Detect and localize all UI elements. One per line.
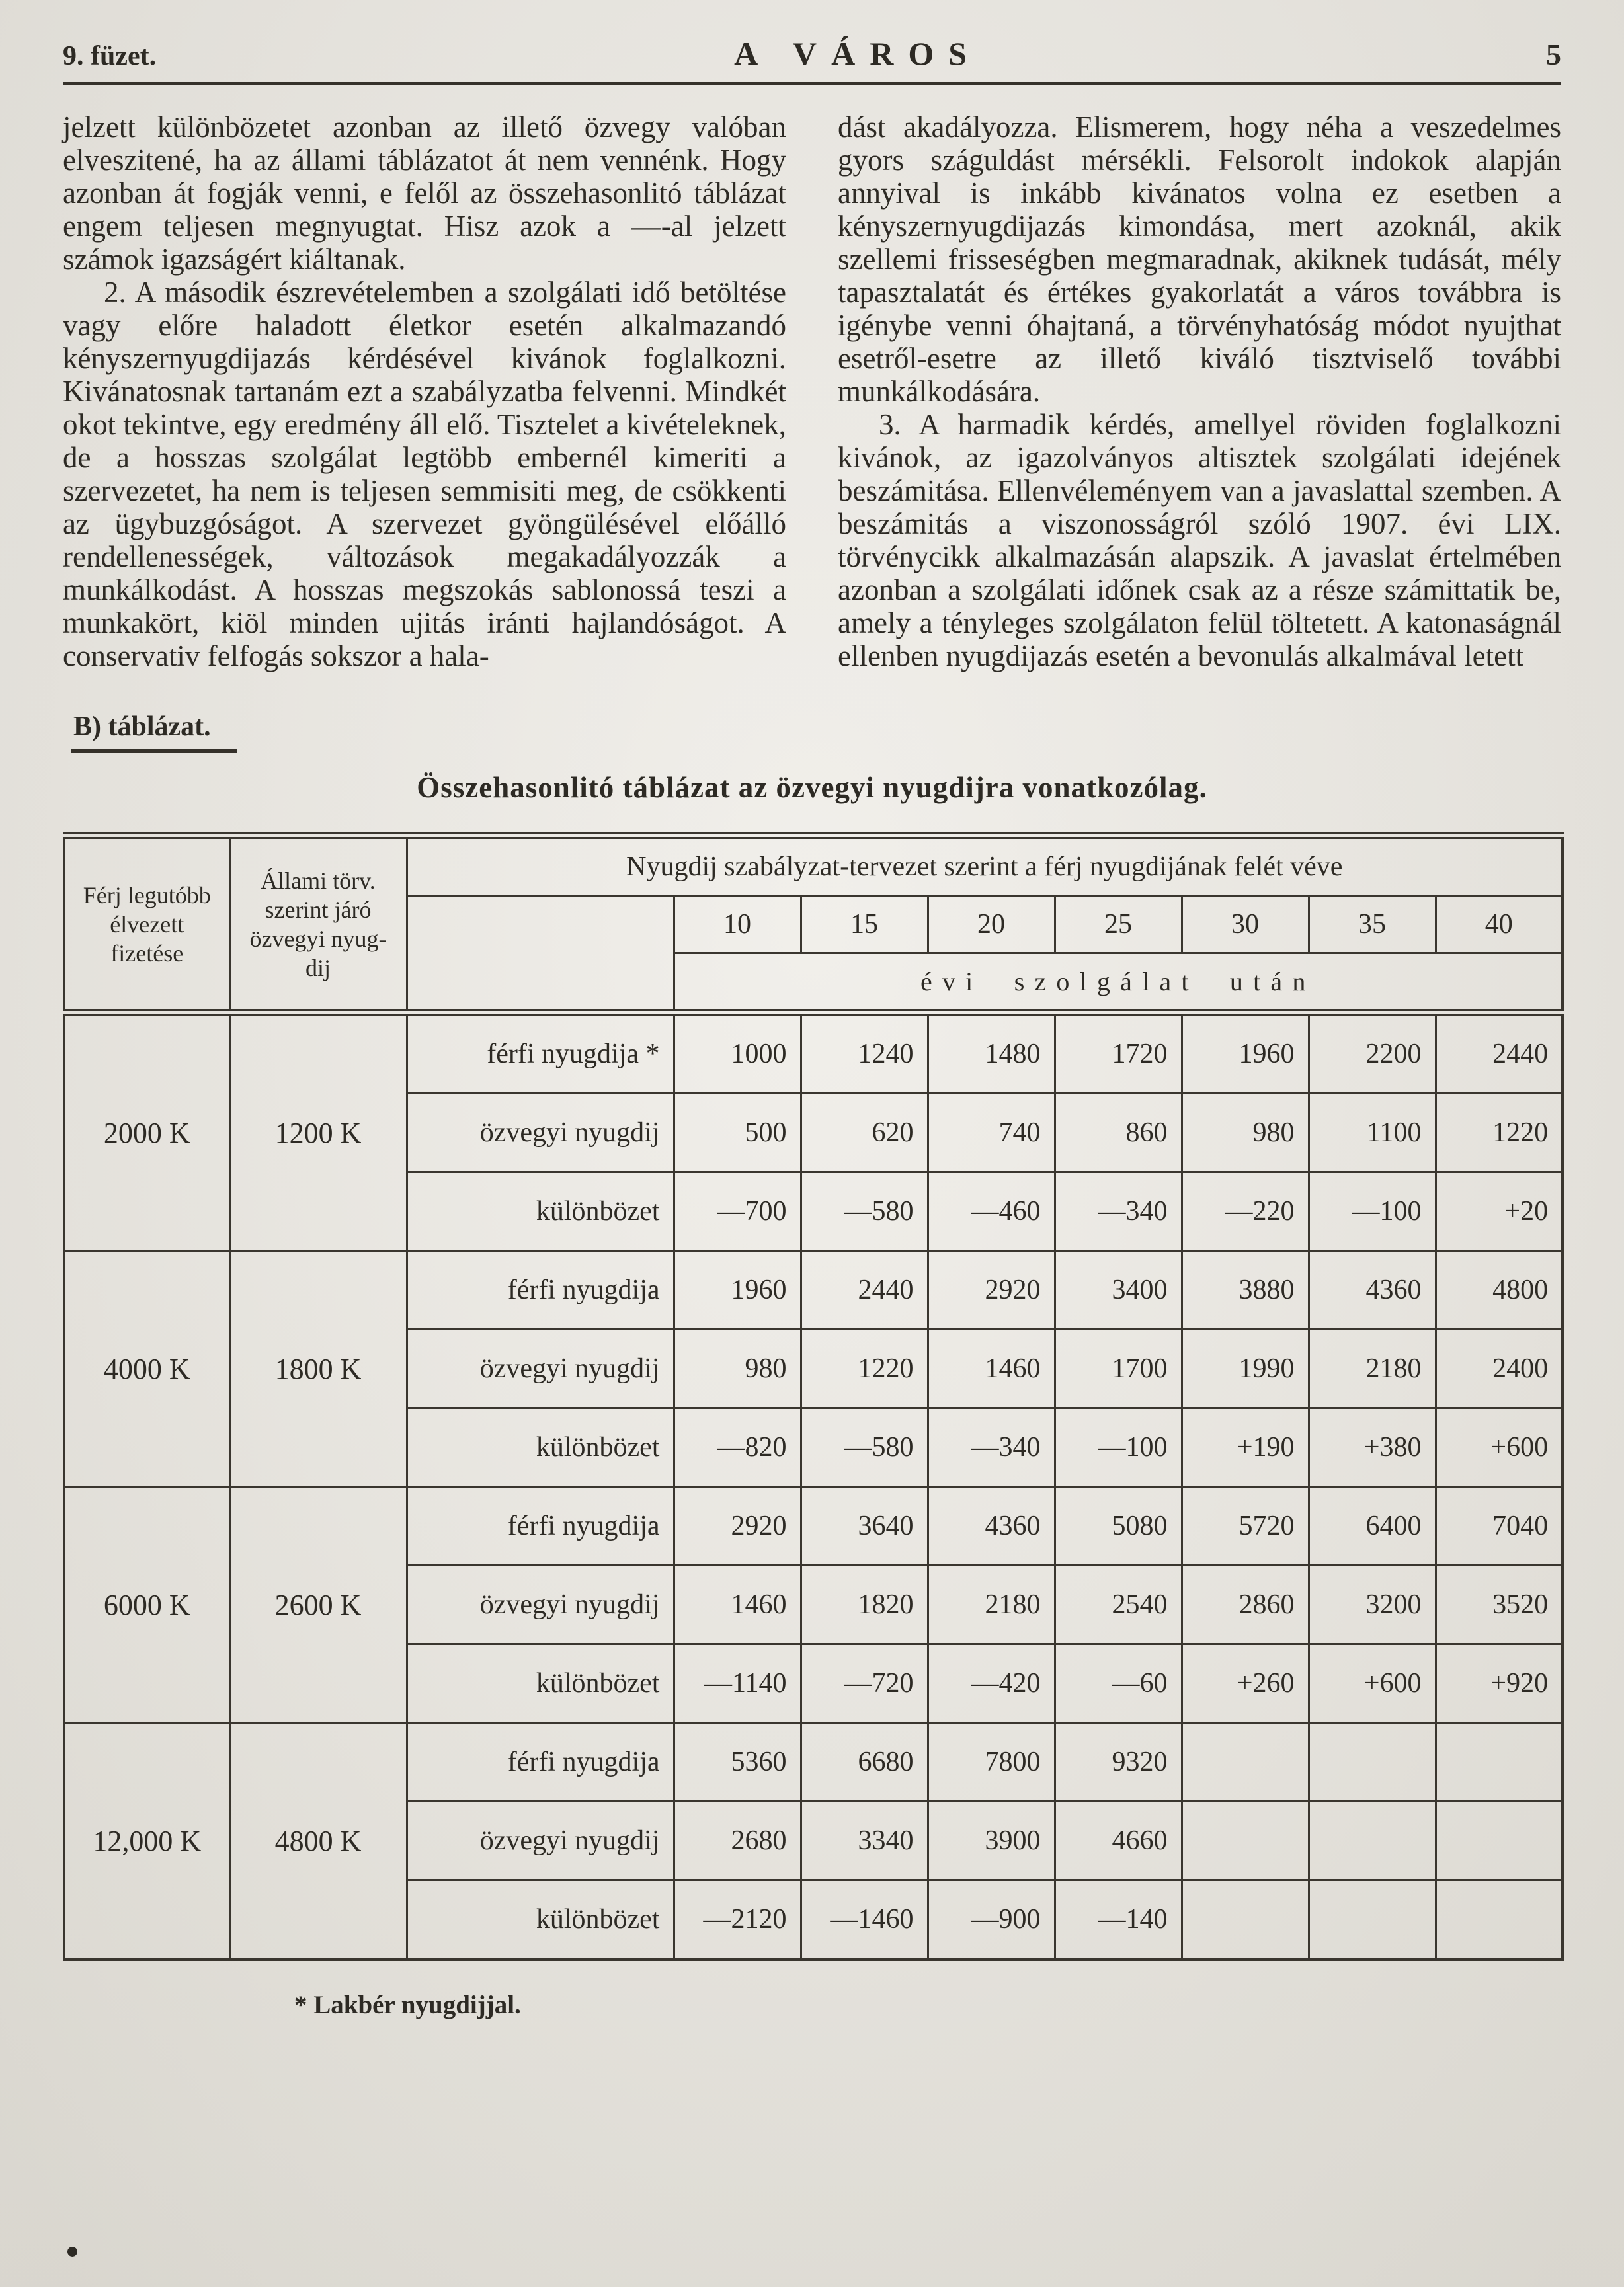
value-cell: 5080 (1055, 1487, 1182, 1566)
value-cell: 1220 (1436, 1094, 1563, 1172)
empty-cell (1436, 1880, 1563, 1960)
row-label-cell: özvegyi nyugdij (407, 1566, 674, 1644)
salary-cell: 4000 K (64, 1251, 229, 1487)
row-label-cell: különbözet (407, 1408, 674, 1487)
value-cell: 4800 (1436, 1251, 1563, 1330)
value-cell: 860 (1055, 1094, 1182, 1172)
value-cell: —820 (674, 1408, 801, 1487)
value-cell: —2120 (674, 1880, 801, 1960)
value-cell: 6400 (1309, 1487, 1436, 1566)
value-cell: 620 (801, 1094, 928, 1172)
state-pension-header: Állami törv. szerint járó özvegyi nyug-dij (229, 836, 407, 1012)
empty-cell (1436, 1802, 1563, 1880)
row-label-cell: özvegyi nyugdij (407, 1802, 674, 1880)
rowlabel-spacer (407, 896, 674, 1013)
value-cell: 7040 (1436, 1487, 1563, 1566)
value-cell: —580 (801, 1172, 928, 1251)
value-cell: 2920 (674, 1487, 801, 1566)
row-label-cell: különbözet (407, 1644, 674, 1723)
empty-cell (1182, 1723, 1309, 1802)
pension-table-body (64, 1012, 1563, 1960)
state-pension-cell: 1200 K (229, 1012, 407, 1251)
value-cell: 2540 (1055, 1566, 1182, 1644)
value-cell: +920 (1436, 1644, 1563, 1723)
value-cell: 1700 (1055, 1330, 1182, 1408)
value-cell: 3200 (1309, 1566, 1436, 1644)
value-cell: 1460 (674, 1566, 801, 1644)
value-cell: —460 (928, 1172, 1055, 1251)
empty-cell (1309, 1880, 1436, 1960)
value-cell: 1220 (801, 1330, 928, 1408)
value-cell: 980 (674, 1330, 801, 1408)
value-cell: 3640 (801, 1487, 928, 1566)
salary-header: Férj legutóbb élvezett fizetése (64, 836, 229, 1012)
paragraph: 2. A második észrevételemben a szolgálati idő betöltése vagy előre haladott életkor esetén alkalmazandó kényszernyugdijazás kérdésével kivánok foglalkozni. Kivánatosnak tartanám ezt a szabályzatba felvenni. Mindkét okot tekintve, egy eredmény áll elő. Tisztelet a kivételeknek, de a hosszas szolgálat legtöbb embernél kimeriti a szervezetet, ha nem is teljesen semmisiti meg, de csökkenti az ügybuzgóságot. A szervezet gyöngülésével előálló rendellenességek, változások megakadályozzák a munkálkodást. A hosszas megszokás sablonossá teszi a munkakört, kiöl minden ujitás iránti hajlandóságot. A conservativ felfogás sokszor a hala- (63, 276, 786, 672)
value-cell: —1460 (801, 1880, 928, 1960)
value-cell: 3900 (928, 1802, 1055, 1880)
state-pension-cell: 1800 K (229, 1251, 407, 1487)
value-cell: 1960 (1182, 1012, 1309, 1094)
value-cell: —340 (1055, 1172, 1182, 1251)
span-header: Nyugdij szabályzat-tervezet szerint a férj nyugdijának felét véve (407, 836, 1563, 896)
salary-cell: 2000 K (64, 1012, 229, 1251)
table-row (64, 1487, 1563, 1566)
row-label-cell: férfi nyugdija (407, 1723, 674, 1802)
empty-cell (1182, 1880, 1309, 1960)
value-cell: 500 (674, 1094, 801, 1172)
value-cell: —140 (1055, 1880, 1182, 1960)
table-row (64, 1251, 1563, 1330)
value-cell: —100 (1309, 1172, 1436, 1251)
table-label: B) táblázat. (71, 711, 237, 753)
scan-artifact-dot (67, 2247, 77, 2257)
value-cell: 1460 (928, 1330, 1055, 1408)
value-cell: 1820 (801, 1566, 928, 1644)
page-number: 5 (1545, 38, 1561, 71)
table-row (64, 1723, 1563, 1802)
row-label-cell: férfi nyugdija (407, 1251, 674, 1330)
row-label-cell: férfi nyugdija (407, 1487, 674, 1566)
year-header: 10 (674, 896, 801, 953)
value-cell: 5720 (1182, 1487, 1309, 1566)
year-header: 30 (1182, 896, 1309, 953)
value-cell: 4360 (1309, 1251, 1436, 1330)
years-caption: évi szolgálat után (674, 953, 1563, 1013)
value-cell: +380 (1309, 1408, 1436, 1487)
empty-cell (1309, 1723, 1436, 1802)
row-label-cell: különbözet (407, 1172, 674, 1251)
value-cell: —60 (1055, 1644, 1182, 1723)
state-pension-cell: 2600 K (229, 1487, 407, 1723)
empty-cell (1182, 1802, 1309, 1880)
value-cell: 2440 (801, 1251, 928, 1330)
row-label-cell: különbözet (407, 1880, 674, 1960)
paragraph: 3. A harmadik kérdés, amellyel röviden foglalkozni kivánok, az igazolványos altisztek szolgálati idejének beszámitása. Ellenvéleményem van a javaslattal szemben. A beszámitás a viszonosságról szóló 1907. évi LIX. törvénycikk alkalmazásán alapszik. A javaslat értelmében azonban a szolgálati időnek csak az a része számittatik be, amely a tényleges szolgálaton felül töltetett. A katonaságnál ellenben nyugdijazás esetén a bevonulás alkalmával letett (838, 408, 1561, 672)
value-cell: 4660 (1055, 1802, 1182, 1880)
table-section (63, 672, 1561, 2020)
value-cell: 2180 (1309, 1330, 1436, 1408)
row-label-cell: özvegyi nyugdij (407, 1330, 674, 1408)
value-cell: 4360 (928, 1487, 1055, 1566)
value-cell: —420 (928, 1644, 1055, 1723)
value-cell: 1100 (1309, 1094, 1436, 1172)
value-cell: +190 (1182, 1408, 1309, 1487)
empty-cell (1436, 1723, 1563, 1802)
value-cell: 5360 (674, 1723, 801, 1802)
paragraph: dást akadályozza. Elismerem, hogy néha a veszedelmes gyors száguldást mérsékli. Felsorolt indokok alapján annyival is inkább kivánatos volna ez esetben a kényszernyugdijazás kimondása, mert azoknál, akik szellemi frisseségben megmaradnak, akiknek tudását, mély tapasztalatát és értékes gyakorlatát a város továbbra is igénybe venni óhajtaná, a törvényhatóság módot nyujthat esetről-esetre az illető kiváló tisztviselő további munkálkodására. (838, 110, 1561, 408)
year-header: 35 (1309, 896, 1436, 953)
salary-cell: 12,000 K (64, 1723, 229, 1960)
value-cell: 2920 (928, 1251, 1055, 1330)
year-header: 40 (1436, 896, 1563, 953)
value-cell: 3340 (801, 1802, 928, 1880)
value-cell: 1240 (801, 1012, 928, 1094)
right-column (838, 110, 1561, 672)
year-header: 15 (801, 896, 928, 953)
value-cell: —580 (801, 1408, 928, 1487)
value-cell: 2440 (1436, 1012, 1563, 1094)
value-cell: —340 (928, 1408, 1055, 1487)
value-cell: 7800 (928, 1723, 1055, 1802)
row-label-cell: özvegyi nyugdij (407, 1094, 674, 1172)
value-cell: 2180 (928, 1566, 1055, 1644)
value-cell: 1720 (1055, 1012, 1182, 1094)
page-header (63, 34, 1561, 85)
value-cell: 3880 (1182, 1251, 1309, 1330)
value-cell: 9320 (1055, 1723, 1182, 1802)
value-cell: —100 (1055, 1408, 1182, 1487)
value-cell: 1000 (674, 1012, 801, 1094)
value-cell: 2860 (1182, 1566, 1309, 1644)
paragraph: jelzett különbözetet azonban az illető özvegy valóban elveszitené, ha az állami táblázatot át nem vennénk. Hogy azonban át fogják venni, e felől az összehasonlitó táblázat engem teljesen megnyugtat. Hisz azok a —-al jelzett számok igazságért kiáltanak. (63, 110, 786, 276)
left-column (63, 110, 786, 672)
body-columns (63, 110, 1561, 672)
empty-cell (1309, 1802, 1436, 1880)
value-cell: —900 (928, 1880, 1055, 1960)
value-cell: +600 (1436, 1408, 1563, 1487)
journal-title: A VÁROS (734, 35, 982, 72)
header-row-span (64, 836, 1563, 896)
value-cell: 1960 (674, 1251, 801, 1330)
value-cell: —720 (801, 1644, 928, 1723)
table-title: Összehasonlitó táblázat az özvegyi nyugdijra vonatkozólag. (417, 771, 1207, 804)
year-header: 20 (928, 896, 1055, 953)
pension-comparison-table (63, 832, 1564, 1961)
value-cell: 1480 (928, 1012, 1055, 1094)
value-cell: 2400 (1436, 1330, 1563, 1408)
value-cell: 6680 (801, 1723, 928, 1802)
value-cell: 2680 (674, 1802, 801, 1880)
row-label-cell: férfi nyugdija * (407, 1012, 674, 1094)
value-cell: 3520 (1436, 1566, 1563, 1644)
issue-number: 9. füzet. (63, 41, 157, 71)
year-header: 25 (1055, 896, 1182, 953)
value-cell: 2200 (1309, 1012, 1436, 1094)
value-cell: +20 (1436, 1172, 1563, 1251)
value-cell: —700 (674, 1172, 801, 1251)
salary-cell: 6000 K (64, 1487, 229, 1723)
table-footnote: * Lakbér nyugdijjal. (294, 1991, 521, 2019)
value-cell: 1990 (1182, 1330, 1309, 1408)
table-row (64, 1012, 1563, 1094)
value-cell: 3400 (1055, 1251, 1182, 1330)
value-cell: +260 (1182, 1644, 1309, 1723)
value-cell: —220 (1182, 1172, 1309, 1251)
value-cell: 740 (928, 1094, 1055, 1172)
value-cell: —1140 (674, 1644, 801, 1723)
value-cell: +600 (1309, 1644, 1436, 1723)
state-pension-cell: 4800 K (229, 1723, 407, 1960)
value-cell: 980 (1182, 1094, 1309, 1172)
